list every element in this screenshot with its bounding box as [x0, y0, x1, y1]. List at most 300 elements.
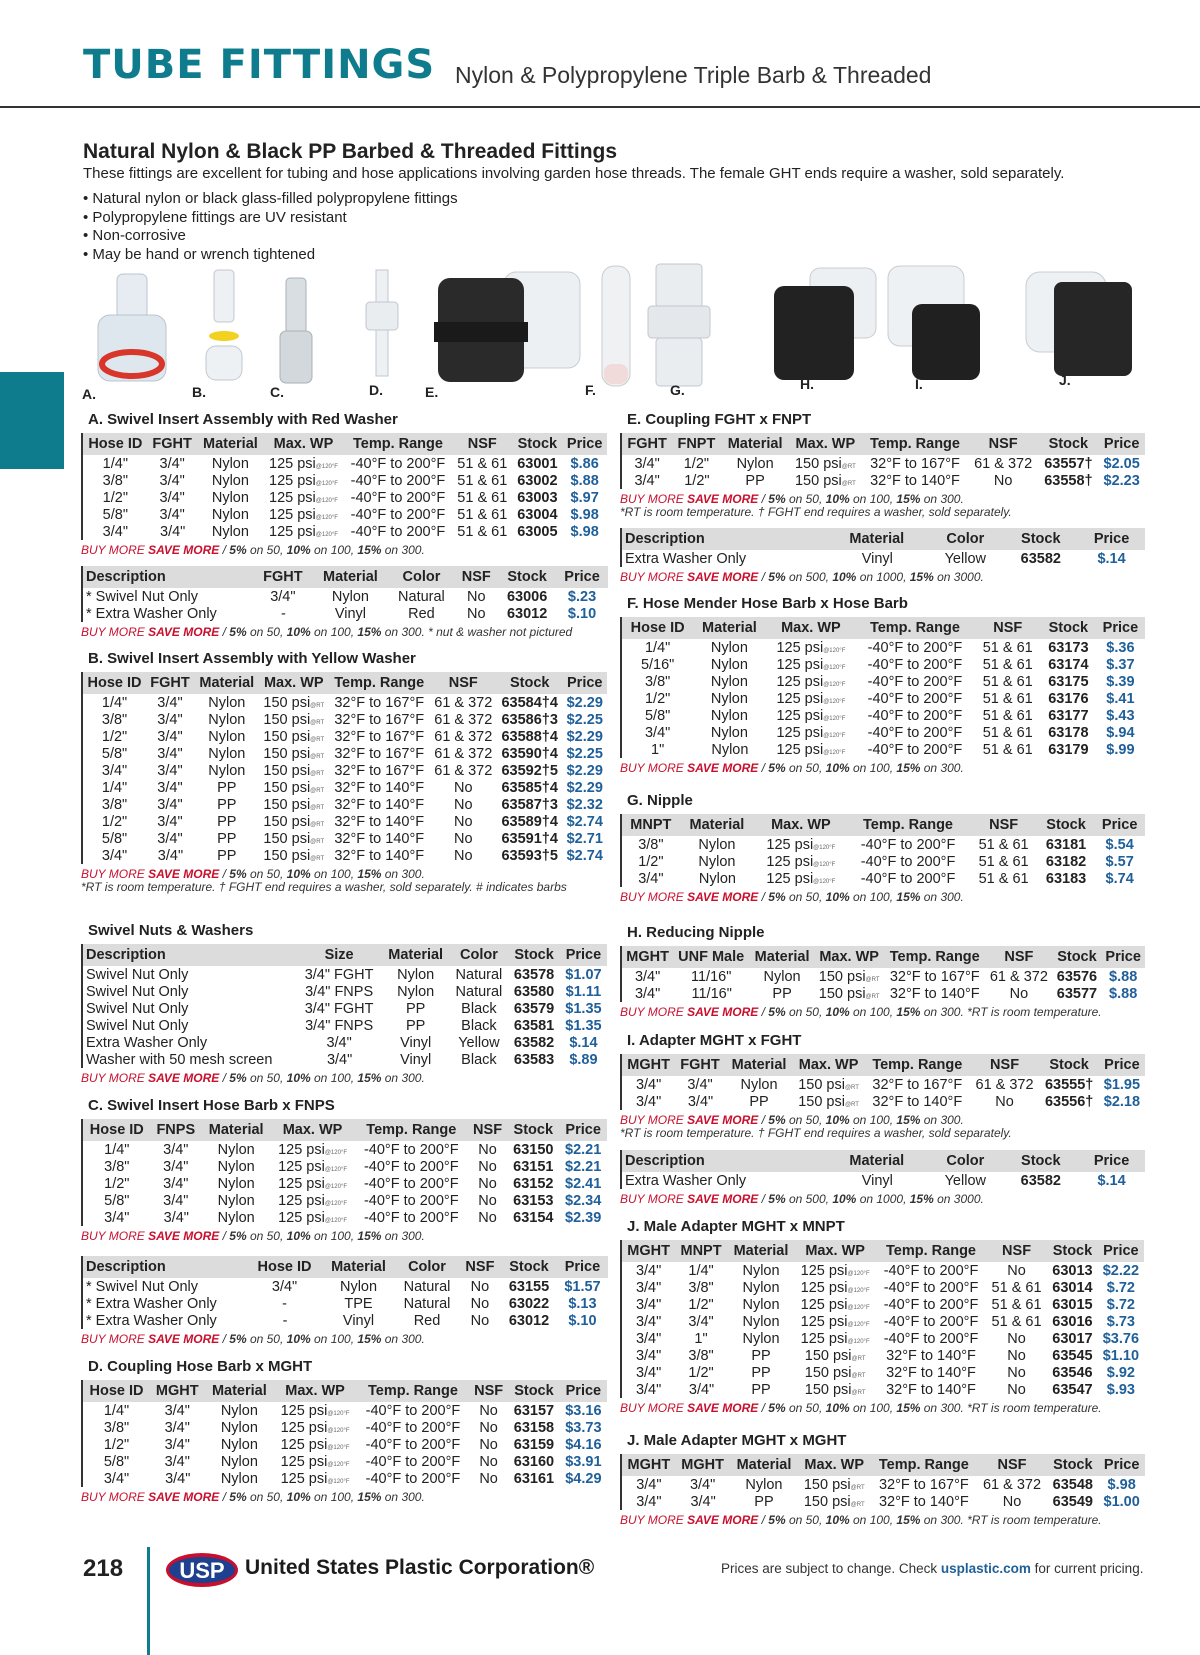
table-cell: [726, 1093, 792, 1110]
wp-condition: @120°F: [324, 1217, 347, 1224]
save-more-text: SAVE MORE: [148, 867, 220, 881]
table-cell: [986, 1381, 1047, 1398]
table-cell: [508, 1402, 560, 1419]
section-i: [620, 1032, 1145, 1140]
table-cell: [388, 588, 454, 605]
cell-text: Vinyl: [400, 1051, 432, 1068]
cell-text: 125 psi: [269, 489, 316, 506]
cell-text: 3/4": [164, 1419, 190, 1436]
cell-text: 51 & 61: [978, 836, 1029, 853]
cell-text: Nylon: [736, 455, 774, 472]
cell-text: -40°F to 200°F: [365, 1453, 461, 1470]
table-cell: [355, 1158, 468, 1175]
cell-text: $3.16: [565, 1402, 602, 1419]
table-cell: [430, 728, 497, 745]
column-header: Max. WP: [755, 814, 846, 836]
wp-condition: @120°F: [847, 1304, 870, 1311]
table-cell: [560, 1051, 607, 1068]
accessory-table: [81, 566, 608, 622]
cell-text: PP: [754, 1493, 774, 1510]
table-cell: [259, 847, 329, 864]
table-cell: [675, 1076, 726, 1093]
cell-text: 63017: [1052, 1330, 1093, 1347]
brand-name: United States Plastic Corporation®: [245, 1556, 595, 1579]
cell-text: $2.29: [566, 779, 603, 796]
table-cell: [501, 1312, 557, 1329]
table-cell: [862, 455, 968, 472]
table-cell: [355, 1209, 468, 1226]
cell-text: 3/4": [164, 1436, 190, 1453]
table-cell: [259, 796, 329, 813]
table-cell: [195, 813, 259, 830]
product-photos: [80, 262, 1140, 400]
cell-text: 125 psi: [280, 1402, 328, 1419]
table-cell: [452, 489, 512, 506]
column-header: Price: [563, 672, 607, 694]
cell-text: 150 psi: [263, 762, 311, 779]
column-header: Hose ID: [82, 433, 148, 455]
column-header: NSF: [968, 433, 1039, 455]
cell-text: 5/8": [101, 830, 128, 847]
cell-text: Nylon: [211, 523, 249, 540]
table-cell: [621, 853, 680, 870]
table-cell: [82, 472, 148, 489]
discount-5: 5%: [768, 761, 786, 775]
product-image-h: [770, 266, 880, 384]
note-text: on 300.: [381, 867, 425, 881]
table-cell: [469, 1453, 508, 1470]
cell-text: PP: [406, 1017, 426, 1034]
table-cell: [1038, 836, 1095, 853]
table-cell: [847, 836, 970, 853]
table-cell: [675, 1364, 728, 1381]
table-row: [621, 455, 1145, 472]
pricing-note-text: for current pricing.: [1030, 1561, 1144, 1576]
table-cell: [512, 506, 562, 523]
section-title: C. Swivel Insert Hose Barb x FNPS: [88, 1097, 335, 1114]
section-title: A. Swivel Insert Assembly with Red Washer: [88, 411, 398, 428]
wp-condition: @120°F: [324, 1200, 347, 1207]
table-cell: [970, 1093, 1040, 1110]
table-cell: [388, 605, 454, 622]
table-cell: [975, 724, 1041, 741]
table-cell: [986, 1262, 1047, 1279]
table-cell: [263, 455, 344, 472]
buy-more-note: [620, 1193, 1145, 1206]
wp-condition: @120°F: [324, 1183, 347, 1190]
cell-text: $.14: [1097, 1172, 1126, 1189]
note-text: on 50,: [785, 1401, 826, 1415]
cell-text: -40°F to 200°F: [350, 506, 446, 523]
table-row: [621, 968, 1145, 985]
table-cell: [1047, 1364, 1098, 1381]
cell-text: No: [1007, 1262, 1026, 1279]
photo-label-b: B.: [192, 384, 206, 400]
table-cell: [1041, 707, 1096, 724]
table-cell: [146, 762, 195, 779]
note-text: on 1000,: [856, 1192, 910, 1206]
table-row: [82, 455, 607, 472]
cell-text: 125 psi: [278, 1209, 325, 1226]
table-cell: [382, 1017, 450, 1034]
table-cell: [508, 1051, 560, 1068]
column-header: Max. WP: [814, 946, 884, 968]
cell-text: 63178: [1048, 724, 1089, 741]
cell-text: $.13: [568, 1295, 597, 1312]
table-row: [621, 1172, 1145, 1189]
cell-text: 150 psi: [794, 472, 842, 489]
cell-text: 63593†5: [501, 847, 558, 864]
cell-text: 3/4": [101, 762, 128, 779]
spec-table: [81, 944, 608, 1068]
save-more-text: SAVE MORE: [687, 761, 759, 775]
discount-5: 5%: [768, 1513, 786, 1527]
cell-text: Nylon: [208, 711, 246, 728]
table-cell: [512, 455, 562, 472]
table-cell: [1096, 656, 1145, 673]
table-cell: [728, 1381, 794, 1398]
cell-text: 51 & 61: [982, 690, 1033, 707]
table-cell: [146, 694, 195, 711]
spec-table: [620, 433, 1145, 489]
cell-text: $.73: [1106, 1313, 1135, 1330]
cell-text: Nylon: [745, 1476, 783, 1493]
table-cell: [202, 1209, 270, 1226]
note-text: /: [758, 1401, 769, 1415]
table-cell: [562, 506, 607, 523]
table-cell: [750, 985, 814, 1002]
column-header: Price: [557, 1256, 608, 1278]
cell-text: No: [993, 472, 1013, 489]
column-header: MGHT: [621, 1454, 676, 1476]
table-cell: [82, 694, 146, 711]
table-cell: [557, 1312, 608, 1329]
cell-text: Yellow: [944, 1172, 986, 1189]
cell-text: 125 psi: [776, 656, 824, 673]
table-cell: [205, 1436, 273, 1453]
column-header: NSF: [454, 566, 498, 588]
table-cell: [497, 745, 563, 762]
spec-table: [81, 433, 608, 540]
cell-text: PP: [751, 1347, 771, 1364]
table-cell: [563, 694, 607, 711]
cell-text: 63181: [1045, 836, 1087, 853]
cell-text: 51 & 61: [982, 741, 1033, 758]
column-header: NSF: [986, 1240, 1047, 1262]
cell-text: Vinyl: [342, 1312, 375, 1329]
note-text: on 300.: [920, 492, 964, 506]
section-title: E. Coupling FGHT x FNPT: [627, 411, 812, 428]
cell-text: 125 psi: [269, 506, 316, 523]
wp-condition: @RT: [841, 480, 856, 487]
cell-text: 51 & 61: [978, 870, 1029, 887]
column-header: Material: [828, 1150, 928, 1172]
column-header: MNPT: [675, 1240, 728, 1262]
note-text: on 50,: [785, 761, 826, 775]
table-row: [621, 1364, 1144, 1381]
table-cell: [150, 1402, 205, 1419]
cell-text: Nylon: [710, 673, 748, 690]
table-row: [621, 690, 1145, 707]
cell-text: $2.29: [566, 728, 603, 745]
note-text: on 100,: [849, 1005, 897, 1019]
table-cell: [344, 523, 452, 540]
table-cell: [556, 588, 608, 605]
table-cell: [621, 1076, 675, 1093]
table-cell: [1098, 1313, 1144, 1330]
column-header: Stock: [498, 566, 556, 588]
cell-text: $2.41: [565, 1175, 602, 1192]
cell-text: 63004: [517, 506, 558, 523]
table-cell: [1098, 1381, 1144, 1398]
table-row: [82, 1209, 607, 1226]
table-cell: [508, 1000, 560, 1017]
section-j: [620, 1218, 1145, 1415]
table-cell: [986, 1313, 1047, 1330]
column-header: Stock: [1003, 528, 1078, 550]
cell-text: 3/4": [157, 796, 183, 813]
note-text: on 50,: [246, 867, 287, 881]
note-line2: *RT is room temperature. † FGHT end requires a washer, sold separately. # indicates barbs: [81, 880, 567, 894]
table-cell: [497, 830, 563, 847]
cell-text: 63577: [1056, 985, 1098, 1002]
table-cell: [755, 870, 846, 887]
column-header: FGHT: [675, 1054, 726, 1076]
product-image-d: [362, 268, 402, 380]
discount-5: 5%: [229, 1332, 247, 1346]
note-text: on 50,: [785, 1513, 826, 1527]
table-cell: [855, 707, 974, 724]
table-row: [621, 1330, 1144, 1347]
column-header: Price: [1094, 814, 1145, 836]
note-text: on 50,: [785, 1113, 826, 1127]
table-cell: [259, 813, 329, 830]
column-header: Price: [560, 944, 607, 966]
cell-text: 3/4": [690, 1493, 716, 1510]
table-cell: [454, 605, 498, 622]
table-cell: [82, 847, 146, 864]
table-row: [82, 966, 607, 983]
column-header: Stock: [1041, 617, 1096, 639]
cell-text: 1/2": [688, 1364, 714, 1381]
table-row: [621, 673, 1145, 690]
cell-text: $.97: [570, 489, 599, 506]
photo-label-d: D.: [369, 382, 383, 398]
cell-text: 125 psi: [766, 836, 814, 853]
cell-text: $.72: [1106, 1279, 1135, 1296]
cell-text: -40°F to 200°F: [883, 1330, 979, 1347]
cell-text: $.94: [1106, 724, 1135, 741]
table-cell: [452, 455, 512, 472]
table-cell: [198, 489, 263, 506]
table-row: [82, 1278, 608, 1295]
column-header: Color: [927, 1150, 1003, 1172]
buy-more-note: [81, 868, 608, 894]
note-text: on 3000.: [933, 570, 984, 584]
table-cell: [329, 762, 430, 779]
table-cell: [1041, 741, 1096, 758]
cell-text: 11/16": [691, 968, 732, 985]
cell-text: 63157: [513, 1402, 555, 1419]
table-cell: [202, 1141, 270, 1158]
table-cell: [357, 1453, 469, 1470]
cell-text: No: [470, 1278, 490, 1295]
header-rule: [0, 106, 1200, 108]
note-text: /: [219, 543, 230, 557]
table-cell: [382, 1034, 450, 1051]
table-cell: [927, 550, 1003, 567]
wp-condition: @120°F: [327, 1461, 350, 1468]
table-cell: [1047, 1313, 1098, 1330]
column-header: FGHT: [146, 672, 195, 694]
table-cell: [969, 870, 1037, 887]
cell-text: Nylon: [217, 1141, 255, 1158]
pricing-note-text: Prices are subject to change. Check: [721, 1561, 941, 1576]
table-cell: [198, 455, 263, 472]
wp-condition: @RT: [851, 1355, 866, 1362]
column-header: Material: [680, 814, 755, 836]
table-cell: [621, 1093, 675, 1110]
cell-text: -40°F to 200°F: [365, 1402, 461, 1419]
cell-text: 63580: [513, 983, 555, 1000]
discount-10: 10%: [286, 543, 311, 557]
table-cell: [797, 1476, 871, 1493]
cell-text: No: [479, 1436, 498, 1453]
table-cell: [621, 741, 693, 758]
cell-text: Nylon: [217, 1175, 255, 1192]
table-row: [82, 1419, 607, 1436]
website-link[interactable]: usplastic.com: [940, 1561, 1031, 1576]
note-text: on 50,: [246, 1490, 287, 1504]
column-header: Material: [730, 1454, 797, 1476]
table-cell: [693, 724, 766, 741]
table-cell: [497, 796, 563, 813]
cell-text: Nylon: [742, 1296, 780, 1313]
cell-text: 150 psi: [263, 796, 311, 813]
table-cell: [672, 455, 721, 472]
table-cell: [855, 724, 974, 741]
table-cell: [497, 711, 563, 728]
table-cell: [148, 455, 198, 472]
table-cell: [563, 762, 607, 779]
column-header: UNF Male: [673, 946, 750, 968]
cell-text: $.88: [1109, 985, 1138, 1002]
buy-more-note: [81, 1230, 608, 1243]
table-cell: [1003, 550, 1078, 567]
cell-text: 63179: [1048, 741, 1089, 758]
cell-text: 3/4": [157, 694, 183, 711]
table-cell: [430, 813, 497, 830]
cell-text: 32°F to 140°F: [334, 847, 425, 864]
column-header: Material: [205, 1380, 273, 1402]
cell-text: Nylon: [208, 728, 246, 745]
cell-text: Yellow: [458, 1034, 500, 1051]
cell-text: 1/4": [644, 639, 671, 656]
table-cell: [148, 523, 198, 540]
discount-15: 15%: [896, 890, 921, 904]
table-cell: [1096, 690, 1145, 707]
table-cell: [969, 836, 1037, 853]
section-title: G. Nipple: [627, 792, 693, 809]
cell-text: 3/4": [159, 472, 185, 489]
cell-text: 125 psi: [800, 1279, 848, 1296]
table-cell: [621, 639, 693, 656]
table-cell: [1098, 472, 1145, 489]
note-text: on 300.: [920, 1113, 964, 1127]
cell-text: 3/4": [104, 1209, 130, 1226]
table-cell: [395, 1295, 459, 1312]
table-cell: [675, 1330, 728, 1347]
column-header: Max. WP: [270, 1119, 354, 1141]
table-cell: [975, 741, 1041, 758]
table-cell: [259, 694, 329, 711]
table-cell: [977, 1493, 1048, 1510]
cell-text: 150 psi: [794, 455, 842, 472]
cell-text: -: [282, 1312, 288, 1329]
table-cell: [876, 1296, 986, 1313]
table-cell: [876, 1262, 986, 1279]
section-swivel-nuts: [81, 922, 608, 1085]
wp-condition: @120°F: [327, 1410, 350, 1417]
cell-text: 51 & 61: [457, 523, 508, 540]
cell-text: 3/4": [638, 870, 664, 887]
cell-text: 3/4": [164, 1453, 190, 1470]
cell-text: $2.32: [566, 796, 603, 813]
table-cell: [755, 853, 846, 870]
note-text: /: [219, 1490, 230, 1504]
cell-text: 125 psi: [280, 1470, 328, 1487]
cell-text: Nylon: [740, 1076, 778, 1093]
table-cell: [1098, 1476, 1145, 1493]
table-cell: [986, 1279, 1047, 1296]
cell-text: 63590†4: [501, 745, 558, 762]
cell-text: 61 & 372: [434, 711, 493, 728]
table-row: [621, 1076, 1145, 1093]
cell-text: No: [479, 1402, 498, 1419]
table-cell: [767, 690, 856, 707]
table-cell: [621, 1381, 675, 1398]
table-cell: [259, 711, 329, 728]
note-text: /: [758, 570, 769, 584]
table-cell: [794, 1296, 876, 1313]
table-cell: [382, 983, 450, 1000]
cell-text: 1/4": [104, 1141, 130, 1158]
note-text: on 500,: [785, 1192, 833, 1206]
cell-text: 150 psi: [804, 1364, 852, 1381]
bullet: • May be hand or wrench tightened: [83, 246, 458, 265]
cell-text: Nylon: [742, 1313, 780, 1330]
table-cell: [329, 796, 430, 813]
table-cell: [508, 1470, 560, 1487]
table-cell: [975, 656, 1041, 673]
discount-10: 10%: [832, 570, 857, 584]
cell-text: Swivel Nut Only: [86, 1017, 189, 1034]
cell-text: -40°F to 200°F: [365, 1470, 461, 1487]
cell-text: * Extra Washer Only: [86, 1295, 217, 1312]
table-cell: [82, 1419, 150, 1436]
note-text: on 100,: [849, 1113, 897, 1127]
table-cell: [146, 813, 195, 830]
cell-text: 51 & 61: [982, 707, 1033, 724]
table-cell: [263, 523, 344, 540]
cell-text: 3/4": [163, 1192, 189, 1209]
table-cell: [560, 1402, 607, 1419]
table-cell: [469, 1470, 508, 1487]
table-cell: [82, 762, 146, 779]
spec-table: [620, 1054, 1145, 1110]
cell-text: $.10: [567, 605, 597, 622]
table-cell: [297, 1034, 381, 1051]
